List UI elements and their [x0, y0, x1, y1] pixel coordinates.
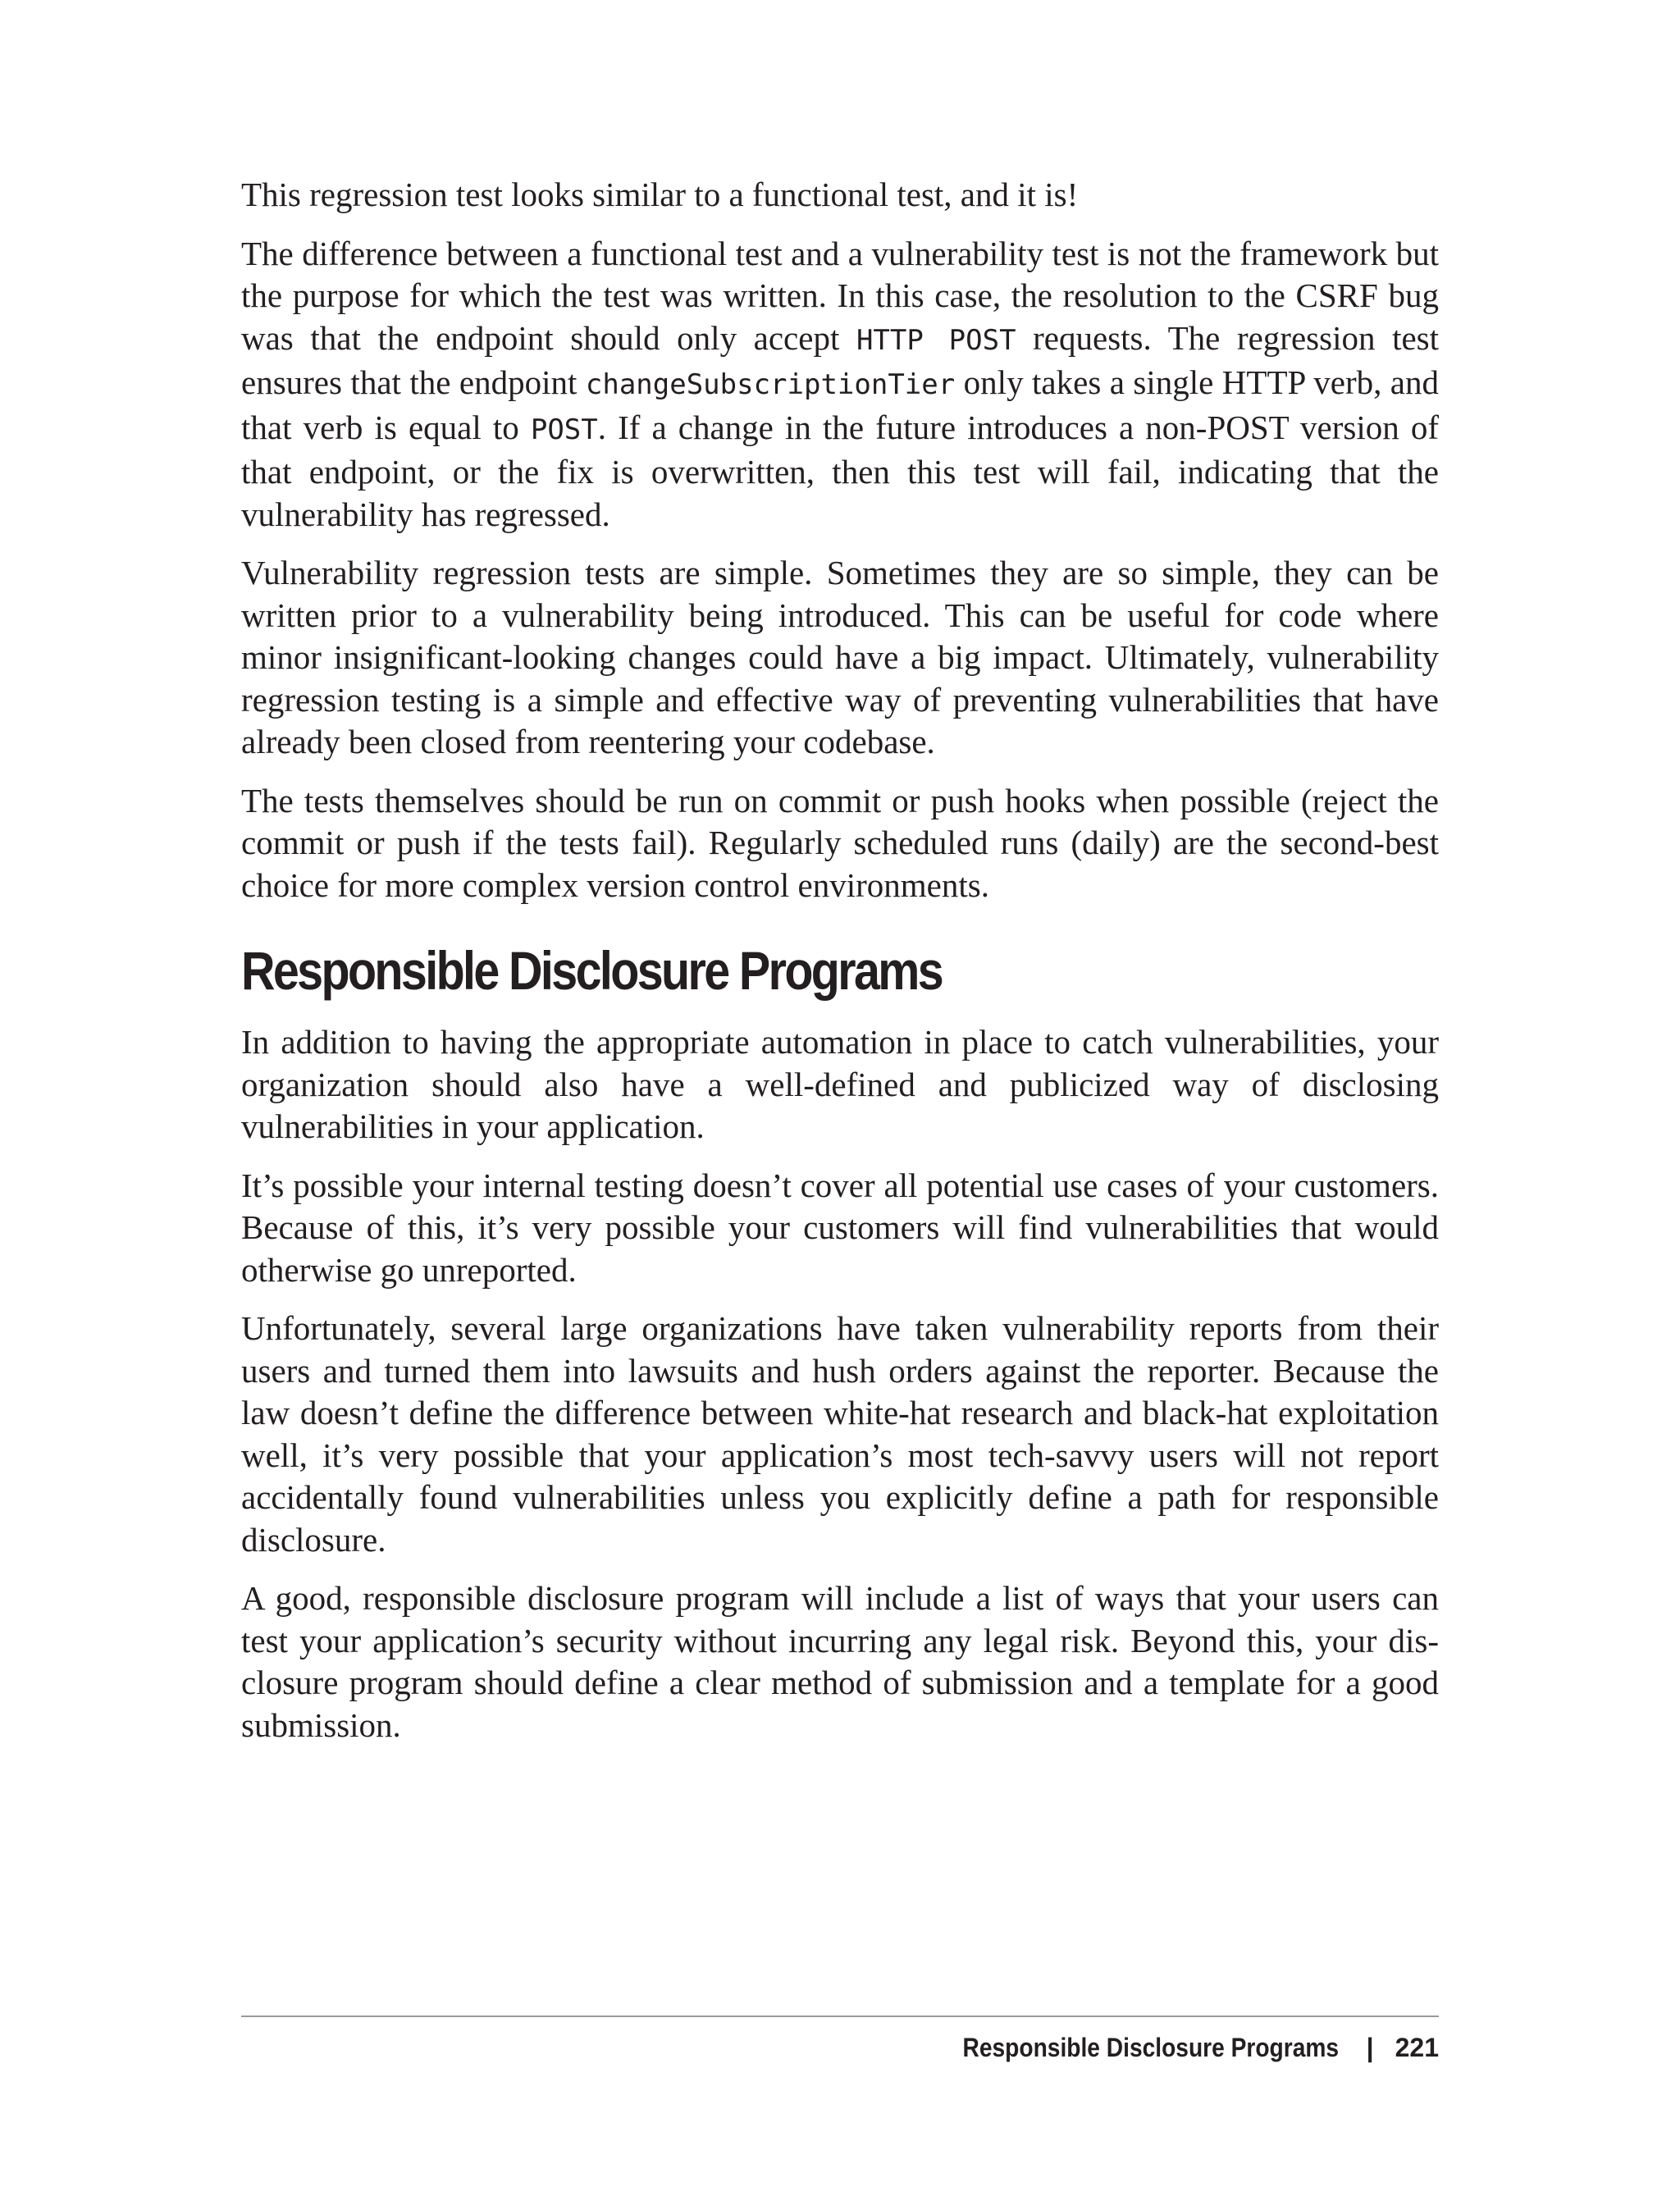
paragraph-regression-simple: Vulnerability regression tests are simple. Sometimes they are so simple, they can be written prior to a vulnerability being introduced. This can be useful for code where minor insignificant-looking changes could have a big impact. Ultimately, vulnerability regression testing is a simple and effective way of preventing vulnerabilities that have already been closed from reentering your codebase.: [241, 554, 1439, 760]
text-span: only takes a single HTTP verb, and that verb is equal to: [241, 363, 1440, 446]
footer-divider: [241, 2016, 1439, 2017]
code-http-post: HTTP POST: [856, 323, 1016, 357]
text-span: The difference between a functional test and a vulnerability test is not the framework but the purpose for which the test was written. In this case, the resolution to the CSRF bug was that the endpoint should only accept: [241, 234, 1439, 357]
text-span: requests. The regression test ensures that the endpoint: [241, 318, 1440, 401]
paragraph-good-program: A good, responsible disclosure program will include a list of ways that your users can test your application’s security without incurring any legal risk. Beyond this, your disclosure program should define a clear method of submission and a template for a good submission.: [241, 1579, 1439, 1744]
code-change-subscription-tier: changeSubscriptionTier: [585, 368, 956, 401]
code-post: POST: [530, 413, 598, 446]
text-span: . If a change in the future introduces a non-POST version of that endpoint, or the fix is overwritten, then this test will fail, indicating that the vulnerability has regressed.: [241, 408, 1440, 533]
page-footer: [241, 2029, 1439, 2066]
running-footer-title: Responsible Disclosure Programs: [962, 2033, 1339, 2062]
footer-separator: |: [1366, 2033, 1374, 2062]
paragraph-run-on-commit: The tests themselves should be run on commit or push hooks when possible (reject the commit or push if the tests fail). Regularly scheduled runs (daily) are the second-best choice for more complex version control environments.: [241, 781, 1439, 904]
section-heading: Responsible Disclosure Programs: [241, 940, 943, 1001]
paragraph-regression-intro: This regression test looks similar to a functional test, and it is!: [241, 176, 1079, 213]
page-content: [241, 174, 1439, 1763]
paragraph-lawsuits: Unfortunately, several large organizations have taken vulnerability reports from their users and turned them into lawsuits and hush orders against the reporter. Because the law doesn’t define the difference between white-hat research and black-hat exploitation well, it’s very possible that your application’s most tech-savvy users will not report accidentally found vulnerabilities unless you explicitly define a path for responsible disclosure.: [241, 1309, 1439, 1559]
paragraph-disclosure-intro: In addition to having the appropriate automation in place to catch vulnerabilities, your organization should also have a well-defined and publicized way of disclosing vulnerabilities in your application.: [241, 1023, 1439, 1145]
paragraph-internal-testing: It’s possible your internal testing doesn’t cover all potential use cases of your customers. Because of this, it’s very possible your customers will find vulnerabilities that would otherwise go unreported.: [241, 1166, 1439, 1289]
page-number: 221: [1395, 2033, 1439, 2062]
paragraph-functional-vs-vulnerability: [241, 233, 1439, 536]
